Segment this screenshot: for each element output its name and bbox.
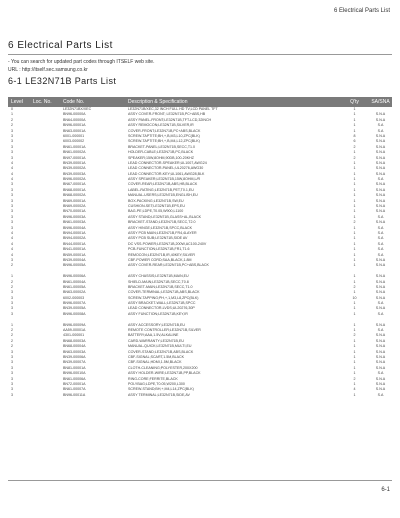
- cell-sa-sna: S.N.A: [375, 279, 386, 284]
- header-description: Description & Specification: [128, 99, 188, 105]
- cell-loc-no: [30, 263, 60, 268]
- cell-code-no: BN61-00006A: [63, 376, 86, 381]
- cell-description: DC VSS-POWER;LE32N71B,200W,AC100-240V: [128, 241, 207, 246]
- cell-level: 3: [11, 155, 13, 160]
- header-code-no: Code No.: [63, 99, 85, 105]
- cell-sa-sna: S.N.A: [375, 360, 386, 365]
- cell-description: HOLDER-CABLE;LE32N71B,PC,BLACK: [128, 150, 194, 155]
- section-title: 6 Electrical Parts List: [8, 40, 113, 51]
- cell-sa-sna: S.N.A: [375, 322, 386, 327]
- cell-level: 4: [11, 177, 13, 182]
- cell-level: 3: [11, 182, 13, 187]
- cell-description: ASSY COVER-REAR;LE32N71B,PC+ABS,BLACK: [128, 263, 209, 268]
- cell-loc-no: [30, 393, 60, 398]
- cell-qty: 2: [353, 376, 356, 381]
- cell-sa-sna: S.N.A: [375, 204, 386, 209]
- cell-sa-sna: S.N.A: [375, 117, 386, 122]
- cell-description: LEAD CONNECTOR-SPEAKER;UL1007,AWG24: [128, 160, 207, 165]
- cell-description: ASSY HOLDER-WIRE;LE32N71B,PP,BLACK: [128, 371, 201, 376]
- cell-description: ASSY PCB MAIN;LE32N71B,FR4,4LAYER: [128, 230, 197, 235]
- cell-code-no: BN39-00004A: [63, 257, 86, 262]
- cell-qty: 1: [353, 301, 356, 306]
- cell-description: ASSY SPEAKER;LE32N71B,15W,8OHM,L/R: [128, 177, 201, 182]
- cell-code-no: BN94-00001A: [63, 230, 86, 235]
- cell-qty: 1: [353, 166, 356, 171]
- cell-code-no: BN64-00000A: [63, 117, 86, 122]
- cell-sa-sna: S.N.A: [375, 193, 386, 198]
- cell-code-no: BN61-00001A: [63, 144, 86, 149]
- cell-level: 3: [11, 128, 13, 133]
- cell-code-no: BN39-00003A: [63, 171, 86, 176]
- cell-sa-sna: S.N.A: [375, 354, 386, 359]
- cell-code-no: BN68-00001A: [63, 187, 86, 192]
- cell-sa-sna: S.A: [377, 225, 384, 230]
- cell-qty: 1: [353, 182, 356, 187]
- parts-table: [8, 97, 392, 398]
- cell-level: 4: [11, 241, 13, 246]
- cell-sa-sna: S.N.A: [375, 182, 386, 187]
- cell-description: BRACKET-STAND;LE32N71B,SECC,T2.0: [128, 220, 196, 225]
- cell-description: SCREW-STAND;BH,+,M4,L14,ZPC(BLK): [128, 387, 194, 392]
- cell-level: 3: [11, 139, 13, 144]
- cell-description: SCREW-TAPPING;PH,+,1,M3,L8,ZPC(BLK): [128, 295, 199, 300]
- cell-level: 3: [11, 311, 13, 316]
- cell-description: ASSY BRACKET-WALL;LE32N71B,SPCC: [128, 301, 196, 306]
- cell-qty: 1: [353, 311, 356, 316]
- cell-qty: 1: [353, 117, 356, 122]
- cell-qty: 1: [353, 279, 356, 284]
- cell-description: COVER-FRONT;LE32N71B,PC+ABS,BLACK: [128, 128, 201, 133]
- cell-code-no: BN61-00003A: [63, 220, 86, 225]
- cell-qty: 1: [353, 171, 356, 176]
- cell-level: 2: [11, 117, 13, 122]
- cell-description: COVER-REAR;LE32N71B,ABS,HB,BLACK: [128, 182, 198, 187]
- cell-level: 3: [11, 295, 13, 300]
- cell-description: POLYBAG;LDPE,T0.05,W200,L300: [128, 381, 185, 386]
- cell-qty: 1: [353, 193, 356, 198]
- cell-sa-sna: S.N.A: [375, 295, 386, 300]
- cell-level: 4: [11, 171, 13, 176]
- cell-qty: 1: [353, 107, 356, 111]
- cell-code-no: 6002-000003: [63, 295, 85, 300]
- cell-sa-sna: S.N.A: [375, 220, 386, 225]
- cell-description: LABEL-RATING;LE32N71B,PET,T0.1,EU: [128, 187, 194, 192]
- cell-code-no: LE32N71BX/XEC: [63, 107, 92, 111]
- cell-level: 3: [11, 198, 13, 203]
- cell-level: 3: [11, 387, 13, 392]
- cell-description: ASSY CHASSIS;LE32N71B,MAIN,EU: [128, 274, 189, 279]
- cell-sa-sna: S.N.A: [375, 387, 386, 392]
- cell-code-no: BN61-00004A: [63, 279, 86, 284]
- table-row: [8, 263, 392, 268]
- cell-description: BRACKET-MAIN;LE32N71B,SECC,T1.0: [128, 284, 193, 289]
- cell-sa-sna: S.N.A: [375, 139, 386, 144]
- cell-code-no: BN96-00011A: [63, 392, 86, 397]
- cell-description: BRACKET-PANEL;LE32N71B,SECC,T1.0: [128, 144, 196, 149]
- cell-sa-sna: S.N.A: [375, 144, 386, 149]
- header-loc-no: Loc. No.: [33, 99, 52, 105]
- cell-code-no: BN68-00002A: [63, 193, 86, 198]
- cell-qty: 1: [353, 252, 356, 257]
- cell-description: SCREW-TAPTITE;BH,+,B,M3,L10,ZPC(BLK): [128, 133, 200, 138]
- cell-description: ASSY PCB SUB;LE32N71B,SIDE AV: [128, 236, 188, 241]
- cell-level: 3: [11, 354, 13, 359]
- cell-qty: 1: [353, 112, 356, 117]
- cell-qty: 1: [353, 247, 356, 252]
- cell-level: 2: [11, 338, 13, 343]
- cell-level: 3: [11, 349, 13, 354]
- cell-level: 4: [11, 236, 13, 241]
- cell-level: 2: [11, 284, 13, 289]
- cell-qty: 2: [353, 333, 356, 338]
- cell-sa-sna: S.N.A: [375, 365, 386, 370]
- cell-description: LEAD CONNECTOR-KEY;UL1061,AWG28,BLK: [128, 171, 205, 176]
- cell-level: 4: [11, 247, 13, 252]
- cell-description: ASSY PANEL-FRONT;LE32N71B,TFT-LCD,32INCH: [128, 117, 212, 122]
- cell-code-no: BN68-00004A: [63, 344, 86, 349]
- cell-code-no: BN97-00001A: [63, 155, 86, 160]
- cell-level: 3: [11, 187, 13, 192]
- cell-description: BAG-PE;LDPE,T0.05,W900,L1100: [128, 209, 184, 214]
- cell-description: ASSY STAND;LE32N71B,GLASS+AL,BLACK: [128, 214, 202, 219]
- cell-qty: 1: [353, 225, 356, 230]
- cell-level: 3: [11, 220, 13, 225]
- cell-description: LEAD CONNECTOR-LVDS;UL20276,30P: [128, 306, 195, 311]
- cell-code-no: BN39-00006A: [63, 354, 86, 359]
- cell-description: SCREW-TAPTITE;BH,+,B,M4,L12,ZPC(BLK): [128, 139, 200, 144]
- cell-level: 2: [11, 279, 13, 284]
- cell-level: 3: [11, 257, 13, 262]
- cell-code-no: BN96-00010A: [63, 371, 86, 376]
- cell-qty: 1: [353, 344, 356, 349]
- cell-description: MANUAL-USERS;LE32N71B,ENGLISH,EU: [128, 193, 198, 198]
- intro-text: [8, 58, 154, 74]
- cell-description: COVER-TERMINAL;LE32N71B,ABS,BLACK: [128, 290, 200, 295]
- cell-level: 3: [11, 144, 13, 149]
- cell-description: PCB-FUNCTION;LE32N71B,FR1,T1.6: [128, 247, 190, 252]
- cell-code-no: BN96-00002A: [63, 177, 86, 182]
- cell-qty: 1: [353, 328, 356, 333]
- cell-qty: 1: [353, 290, 356, 295]
- cell-level: 3: [11, 381, 13, 386]
- cell-level: 3: [11, 214, 13, 219]
- cell-description: BATTERY;AAA,1.5V,ALKALINE: [128, 333, 179, 338]
- cell-code-no: BN96-00007A: [63, 301, 86, 306]
- cell-code-no: BN96-00003A: [63, 214, 86, 219]
- cell-qty: 1: [353, 360, 356, 365]
- page-number: 6-1: [381, 487, 390, 493]
- cell-sa-sna: S.N.A: [375, 155, 386, 160]
- cell-sa-sna: S.A: [377, 371, 384, 376]
- cell-code-no: BN44-00001A: [63, 241, 86, 246]
- cell-level: 4: [11, 252, 13, 257]
- cell-qty: 1: [353, 322, 356, 327]
- cell-code-no: BN39-00007A: [63, 360, 86, 365]
- cell-sa-sna: S.A: [377, 328, 384, 333]
- cell-qty: 2: [353, 284, 356, 289]
- cell-code-no: BN72-00001A: [63, 381, 86, 386]
- cell-description: SPEAKER;15W,8OHM,90DB,100-20KHZ: [128, 155, 194, 160]
- cell-level: 2: [11, 344, 13, 349]
- cell-description: SHIELD-MAIN;LE32N71B,SECC,T0.8: [128, 279, 189, 284]
- intro-line-1: - You can search for updated part codes through ITSELF web site.: [8, 59, 155, 65]
- cell-code-no: BN96-00001A: [63, 123, 86, 128]
- table-row: [8, 393, 392, 398]
- cell-sa-sna: S.N.A: [375, 133, 386, 138]
- cell-qty: 1: [353, 371, 356, 376]
- table-row: [8, 312, 392, 317]
- cell-description: LEAD CONNECTOR-PANEL;UL20276,AWG30: [128, 166, 204, 171]
- cell-level: 3: [11, 150, 13, 155]
- cell-qty: 1: [353, 392, 356, 397]
- cell-description: ASSY HINGE;LE32N71B,SPCC,BLACK: [128, 225, 193, 230]
- cell-code-no: 4301-000001: [63, 333, 85, 338]
- cell-code-no: 6003-000002: [63, 139, 85, 144]
- cell-qty: 1: [353, 365, 356, 370]
- cell-sa-sna: S.N.A: [375, 344, 386, 349]
- cell-description: ASSY REMOCON;LE32N71B,SILVER,IR: [128, 123, 194, 128]
- cell-level: 3: [11, 392, 13, 397]
- cell-code-no: BN63-00003A: [63, 349, 86, 354]
- cell-code-no: BN69-00002A: [63, 204, 86, 209]
- cell-description: CARD-WARRANTY;LE32N71B,EU: [128, 338, 184, 343]
- subsection-title: 6-1 LE32N71B Parts List: [8, 76, 117, 86]
- cell-code-no: BN69-00001A: [63, 198, 86, 203]
- cell-level: 0: [11, 107, 13, 111]
- cell-code-no: BN41-00001A: [63, 247, 86, 252]
- cell-sa-sna: S.N.A: [375, 274, 386, 279]
- cell-sa-sna: S.N.A: [375, 112, 386, 117]
- header-sa-sna: SA/SNA: [371, 99, 390, 105]
- cell-sa-sna: S.N.A: [375, 171, 386, 176]
- cell-sa-sna: S.A: [377, 123, 384, 128]
- cell-sa-sna: S.N.A: [375, 306, 386, 311]
- cell-loc-no: [30, 312, 60, 317]
- cell-sa-sna: S.N.A: [375, 381, 386, 386]
- intro-line-2: URL : http://itself.sec.samsung.co.kr: [8, 67, 88, 73]
- cell-sa-sna: S.N.A: [375, 198, 386, 203]
- cell-sa-sna: S.N.A: [375, 349, 386, 354]
- cell-description: CBF-SIGNAL;HDMI,1.5M,BLACK: [128, 360, 182, 365]
- cell-sa-sna: S.N.A: [375, 263, 386, 268]
- cell-sa-sna: S.A: [377, 311, 384, 316]
- cell-level: 3: [11, 306, 13, 311]
- cell-qty: 10: [352, 295, 357, 300]
- cell-qty: 1: [353, 204, 356, 209]
- cell-description: MANUAL-QUICK;LE32N71B,MULTI,EU: [128, 344, 192, 349]
- table-header: [8, 97, 392, 107]
- cell-level: 3: [11, 371, 13, 376]
- cell-code-no: BN96-00004A: [63, 225, 86, 230]
- cell-sa-sna: S.N.A: [375, 257, 386, 262]
- cell-sa-sna: S.N.A: [375, 166, 386, 171]
- cell-qty: 1: [353, 177, 356, 182]
- cell-sa-sna: S.N.A: [375, 284, 386, 289]
- cell-code-no: BN67-00001A: [63, 182, 86, 187]
- cell-level: 3: [11, 204, 13, 209]
- cell-code-no: BN61-00007A: [63, 387, 86, 392]
- cell-sa-sna: S.N.A: [375, 333, 386, 338]
- header-level: Level: [11, 99, 23, 105]
- cell-sa-sna: S.N.A: [375, 209, 386, 214]
- cell-qty: 1: [353, 198, 356, 203]
- cell-qty: 1: [353, 241, 356, 246]
- cell-qty: 1: [353, 306, 356, 311]
- cell-level: 3: [11, 225, 13, 230]
- cell-description: CBF-SIGNAL;SCART,1.5M,BLACK: [128, 354, 185, 359]
- cell-level: 2: [11, 328, 13, 333]
- cell-description: COVER-STAND;LE32N71B,ABS,BLACK: [128, 349, 194, 354]
- cell-code-no: BN39-00001A: [63, 160, 86, 165]
- cell-code-no: BN61-00002A: [63, 150, 86, 155]
- cell-sa-sna: S.N.A: [375, 150, 386, 155]
- cell-qty: 2: [353, 144, 356, 149]
- cell-level: 3: [11, 360, 13, 365]
- cell-level: 1: [11, 322, 13, 327]
- cell-sa-sna: S.A: [377, 214, 384, 219]
- cell-level: 2: [11, 123, 13, 128]
- cell-sa-sna: S.N.A: [375, 290, 386, 295]
- cell-qty: 1: [353, 209, 356, 214]
- cell-description: CLOTH-CLEANING;POLYESTER,200X200: [128, 365, 198, 370]
- cell-code-no: BN70-00001A: [63, 209, 86, 214]
- cell-level: 2: [11, 333, 13, 338]
- cell-level: 2: [11, 263, 13, 268]
- cell-code-no: BN96-00006A: [63, 274, 86, 279]
- cell-level: 1: [11, 112, 13, 117]
- cell-code-no: BN96-00008A: [63, 311, 86, 316]
- cell-level: 3: [11, 301, 13, 306]
- cell-code-no: BN59-00001A: [63, 252, 86, 257]
- cell-code-no: BN39-00002A: [63, 166, 86, 171]
- cell-sa-sna: S.A: [377, 128, 384, 133]
- cell-qty: 1: [353, 257, 356, 262]
- cell-level: 3: [11, 290, 13, 295]
- cell-description: REMOCON;LE32N71B,IR,40KEY,SILVER: [128, 252, 195, 257]
- cell-qty: 1: [353, 123, 356, 128]
- cell-sa-sna: S.N.A: [375, 338, 386, 343]
- cell-qty: 1: [353, 230, 356, 235]
- cell-description: ASSY ACCESSORY;LE32N71B,EU: [128, 322, 185, 327]
- cell-qty: 1: [353, 274, 356, 279]
- cell-code-no: BN96-00000A: [63, 112, 86, 117]
- cell-code-no: BN96-00005A: [63, 263, 86, 268]
- cell-qty: 8: [353, 133, 356, 138]
- cell-description: CBF-POWER CORD;SAA,BLACK,1.8M: [128, 257, 192, 262]
- cell-qty: 1: [353, 381, 356, 386]
- cell-level: 4: [11, 160, 13, 165]
- cell-description: LE32N71B/XEC,32 INCH FULL HD TV,LCD PANEL TFT: [128, 107, 218, 111]
- cell-description: BOX-PACKING;LE32N71B,SW,EU: [128, 198, 184, 203]
- cell-sa-sna: S.A: [377, 241, 384, 246]
- cell-code-no: BN39-00005A: [63, 306, 86, 311]
- header-qty: Q'ty: [350, 99, 359, 105]
- cell-description: REMOTE CONTROLLER;LE32N71B,SILVER: [128, 328, 201, 333]
- cell-code-no: BN61-00005A: [63, 284, 86, 289]
- cell-description: ASSY FUNCTION;LE32N71B,KEY,IR: [128, 311, 188, 316]
- footer-divider: [8, 480, 392, 481]
- cell-level: 4: [11, 230, 13, 235]
- cell-sa-sna: S.N.A: [375, 160, 386, 165]
- cell-qty: 1: [353, 187, 356, 192]
- cell-description: RING-CORE;FERRITE,BLACK: [128, 376, 178, 381]
- cell-qty: 1: [353, 354, 356, 359]
- cell-qty: 1: [353, 349, 356, 354]
- cell-description: CUSHION-SET;LE32N71B,EPS,EU: [128, 204, 185, 209]
- cell-level: 1: [11, 274, 13, 279]
- cell-qty: 1: [353, 263, 356, 268]
- cell-qty: 1: [353, 214, 356, 219]
- cell-sa-sna: S.N.A: [375, 187, 386, 192]
- title-divider: [8, 54, 392, 55]
- cell-level: 3: [11, 376, 13, 381]
- cell-level: 3: [11, 133, 13, 138]
- cell-level: 3: [11, 365, 13, 370]
- cell-qty: 1: [353, 128, 356, 133]
- cell-level: 3: [11, 193, 13, 198]
- cell-description: ASSY TERMINAL;LE32N71B,SIDE,AV: [128, 392, 190, 397]
- cell-sa-sna: S.A: [377, 230, 384, 235]
- cell-code-no: BN81-00001A: [63, 365, 86, 370]
- cell-code-no: BN63-00001A: [63, 128, 86, 133]
- table-body: [8, 107, 392, 398]
- cell-sa-sna: S.A: [377, 177, 384, 182]
- cell-sa-sna: S.A: [377, 301, 384, 306]
- cell-sa-sna: S.A: [377, 392, 384, 397]
- cell-code-no: BN68-00003A: [63, 338, 86, 343]
- running-header: 6 Electrical Parts List: [333, 8, 390, 14]
- cell-qty: 1: [353, 150, 356, 155]
- cell-qty: 2: [353, 220, 356, 225]
- cell-qty: 1: [353, 338, 356, 343]
- cell-qty: 6: [353, 139, 356, 144]
- cell-qty: 2: [353, 155, 356, 160]
- cell-sa-sna: S.N.A: [375, 376, 386, 381]
- cell-code-no: AA59-00001A: [63, 328, 86, 333]
- cell-qty: 4: [353, 387, 356, 392]
- cell-code-no: BN96-00009A: [63, 322, 86, 327]
- cell-qty: 1: [353, 160, 356, 165]
- cell-sa-sna: S.A: [377, 252, 384, 257]
- cell-qty: 1: [353, 236, 356, 241]
- cell-code-no: BN94-00002A: [63, 236, 86, 241]
- cell-sa-sna: S.A: [377, 236, 384, 241]
- cell-level: 4: [11, 166, 13, 171]
- cell-code-no: BN63-00002A: [63, 290, 86, 295]
- cell-code-no: 6001-000001: [63, 133, 85, 138]
- cell-description: ASSY COVER-FRONT; LE32N71B,PC+ABS,HB: [128, 112, 206, 117]
- cell-sa-sna: S.A: [377, 247, 384, 252]
- cell-level: 3: [11, 209, 13, 214]
